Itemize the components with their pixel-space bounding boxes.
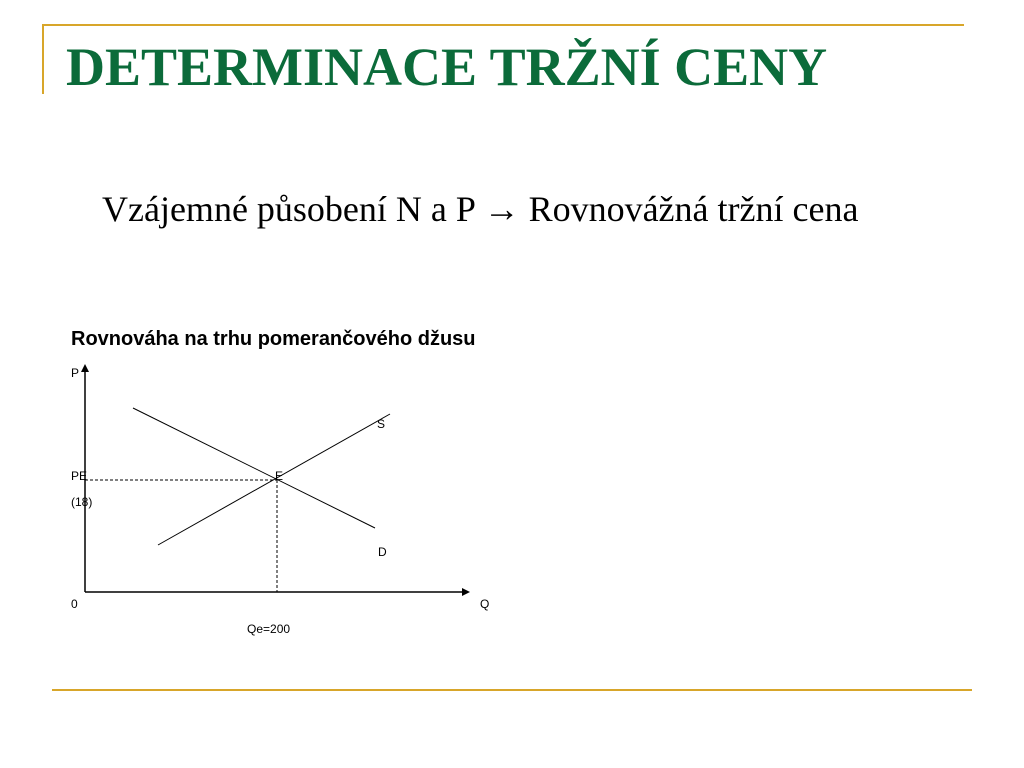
price-value-label: (18) (71, 495, 93, 509)
diagram-title: Rovnováha na trhu pomerančového džusu (71, 328, 476, 350)
demand-label: D (378, 545, 387, 559)
y-axis-label: P (71, 366, 80, 380)
origin-label: 0 (71, 597, 78, 611)
x-axis-label: Q (480, 597, 490, 611)
bottom-accent-line (52, 689, 972, 691)
equilibrium-label: E (275, 469, 284, 483)
slide-title: DETERMINACE TRŽNÍ CENY (66, 37, 828, 97)
demand-curve (133, 408, 375, 528)
supply-label: S (377, 417, 386, 431)
quantity-equilibrium-label: Qe=200 (247, 622, 291, 636)
price-equilibrium-label: PE (71, 469, 88, 483)
slide-subtitle: Vzájemné působení N a P → Rovnovážná tržní cena (102, 189, 859, 229)
